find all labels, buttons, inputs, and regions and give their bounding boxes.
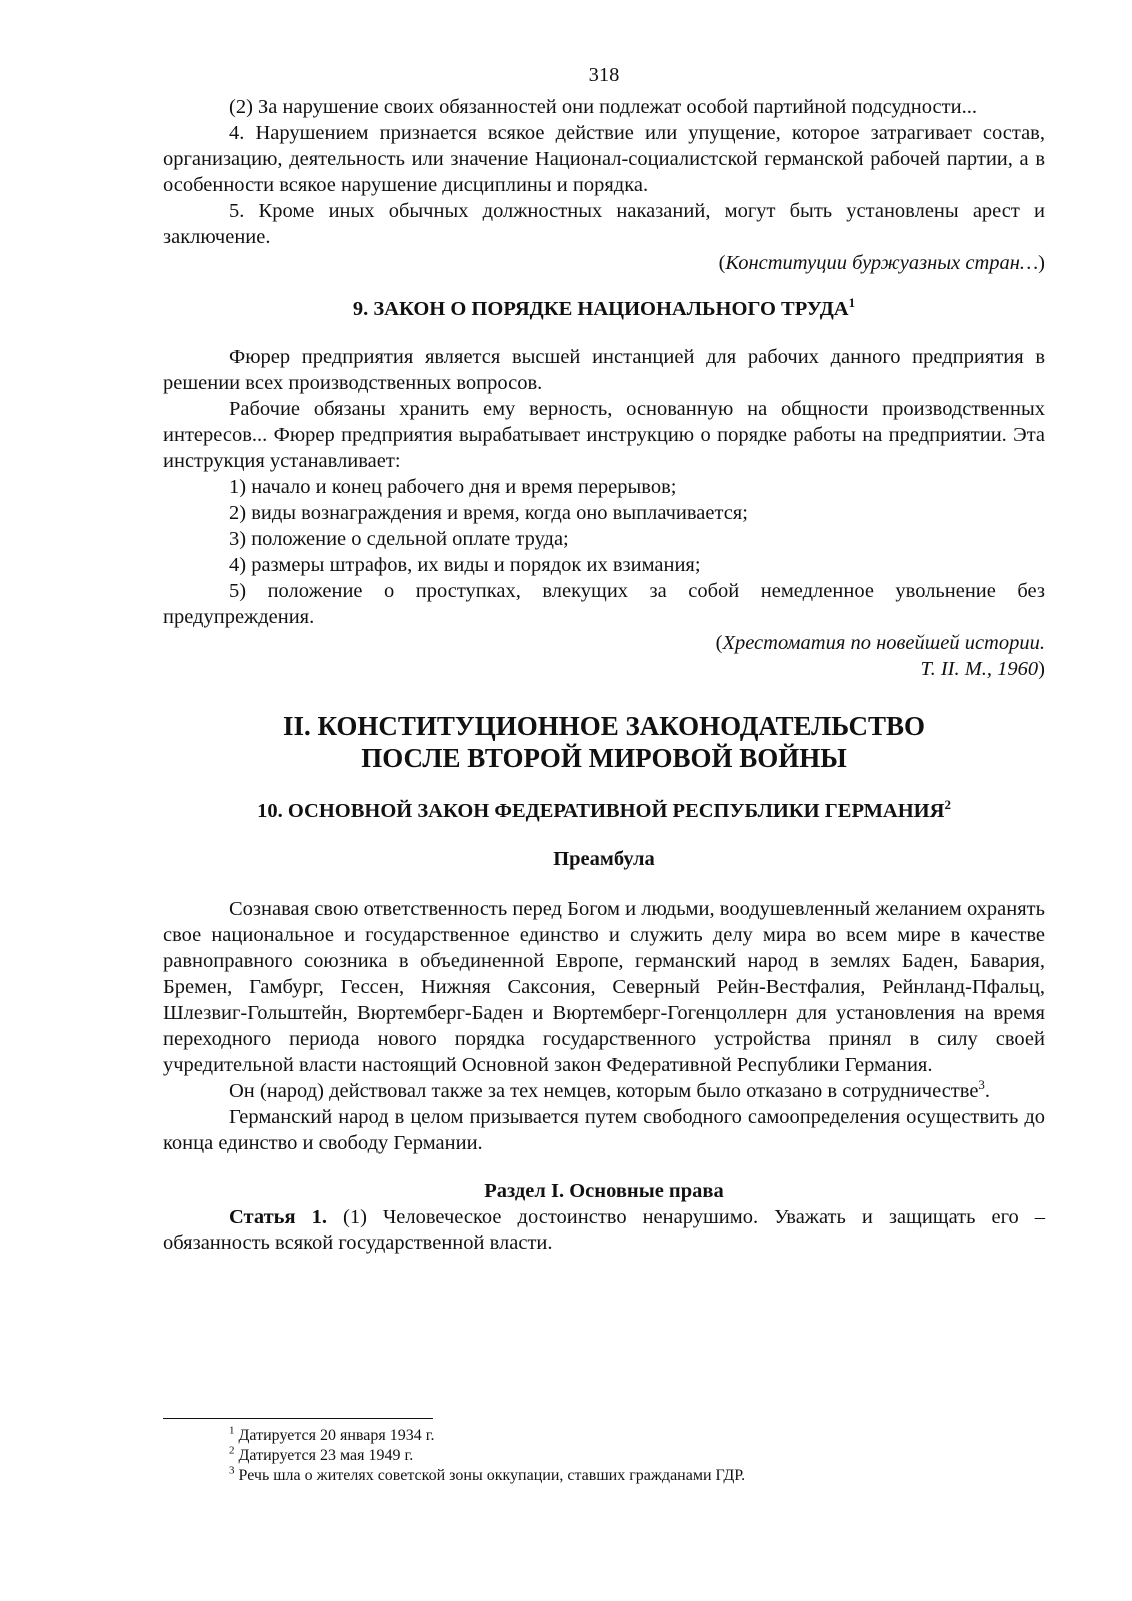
chapter-title: Раздел I. Основные права	[484, 1180, 724, 1202]
document-title	[163, 798, 1045, 824]
article-text: (1) Человеческое достоинство ненарушимо. Уважать и защищать его – обязанность всякой государственной власти.	[163, 1206, 1046, 1254]
list-item: 4) размеры штрафов, их виды и порядок их взимания;	[229, 554, 701, 576]
paragraph-end: .	[984, 1080, 991, 1102]
article-label: Статья 1.	[229, 1206, 327, 1228]
list-item: 2) виды вознаграждения и время, когда оно выплачивается;	[229, 502, 748, 524]
source-citation-text: Конституции буржуазных стран…	[725, 252, 1039, 274]
source-citation-text: Т. II. М., 1960	[920, 658, 1039, 680]
footnote	[163, 1466, 1045, 1486]
footnote-text: Датируется 20 января 1934 г.	[238, 1427, 435, 1444]
page-number: 318	[588, 64, 620, 86]
source-citation: (Хрестоматия по новейшей истории.	[715, 632, 1045, 654]
list-item: 1) начало и конец рабочего дня и время перерывов;	[229, 476, 677, 498]
source-citation: Т. II. М., 1960)	[920, 658, 1045, 680]
source-citation: (Конституции буржуазных стран…)	[718, 252, 1045, 274]
footnote-text: Речь шла о жителях советской зоны оккупации, ставших гражданами ГДР.	[238, 1467, 746, 1484]
part-title	[163, 710, 1045, 774]
part-title-line: ПОСЛЕ ВТОРОЙ МИРОВОЙ ВОЙНЫ	[361, 743, 847, 773]
list-item: 3) положение о сдельной оплате труда;	[229, 528, 569, 550]
paragraph: 5. Кроме иных обычных должностных наказаний, могут быть установлены арест и заключение.	[163, 200, 1045, 248]
footnote-ref: 2	[944, 797, 951, 813]
document-title-text: 9. ЗАКОН О ПОРЯДКЕ НАЦИОНАЛЬНОГО ТРУДА	[352, 298, 849, 320]
footnote-number: 2	[229, 1444, 235, 1457]
preamble-title: Преамбула	[553, 848, 655, 870]
document-title-text: 10. ОСНОВНОЙ ЗАКОН ФЕДЕРАТИВНОЙ РЕСПУБЛИКИ ГЕРМАНИЯ	[257, 800, 945, 822]
paragraph: Германский народ в целом призывается путем свободного самоопределения осуществить до конца единство и свободу Германии.	[163, 1106, 1045, 1154]
paragraph	[163, 1078, 1045, 1104]
footnote-text: Датируется 23 мая 1949 г.	[238, 1447, 414, 1464]
paragraph: (2) За нарушение своих обязанностей они подлежат особой партийной подсудности...	[229, 96, 977, 118]
footnote-ref: 1	[848, 295, 856, 311]
list-item: 5) положение о проступках, влекущих за собой немедленное увольнение без предупреждения.	[163, 580, 1045, 628]
footnote-ref: 3	[978, 1077, 985, 1093]
paragraph: Фюрер предприятия является высшей инстанцией для рабочих данного предприятия в решении всех производственных вопросов.	[163, 346, 1045, 394]
footnote-number: 1	[229, 1424, 235, 1437]
article-paragraph	[163, 1204, 1045, 1256]
paragraph: 4. Нарушением признается всякое действие или упущение, которое затрагивает состав, организацию, деятельность или значение Национал-социалистской германской рабочей партии, а в особенности всякое нарушение дисциплины и порядка.	[163, 122, 1045, 196]
footnote	[163, 1446, 1045, 1466]
paragraph: Рабочие обязаны хранить ему верность, основанную на общности производственных интересов... Фюрер предприятия вырабатывает инструкцию о порядке работы на предприятии. Эта инструкция устанавливает:	[163, 398, 1045, 472]
document-title	[163, 296, 1045, 322]
part-title-line: II. КОНСТИТУЦИОННОЕ ЗАКОНОДАТЕЛЬСТВО	[282, 711, 925, 741]
footnote-number: 3	[229, 1464, 235, 1477]
page-body	[163, 62, 1045, 1256]
footnote	[163, 1426, 1045, 1446]
paragraph: Сознавая свою ответственность перед Богом и людьми, воодушевленный желанием охранять свое национальное и государственное единство и служить делу мира во всем мире в качестве равноправного союзника в объединенной Европе, германский народ в землях Баден, Бавария, Бремен, Гамбург, Гессен, Нижняя Саксония, Северный Рейн-Вестфалия, Рейнланд-Пфальц, Шлезвиг-Гольштейн, Вюртемберг-Баден и Вюртемберг-Гогенцоллерн для установления на время переходного периода нового порядка государственного устройства принял в силу своей учредительной власти настоящий Основной закон Федеративной Республики Германия.	[163, 898, 1045, 1076]
footnotes	[163, 1426, 1045, 1486]
source-citation-text: Хрестоматия по новейшей истории.	[722, 632, 1045, 654]
footnote-divider	[163, 1418, 433, 1419]
paragraph-text: Он (народ) действовал также за тех немцев, которым было отказано в сотрудничестве	[229, 1080, 979, 1102]
